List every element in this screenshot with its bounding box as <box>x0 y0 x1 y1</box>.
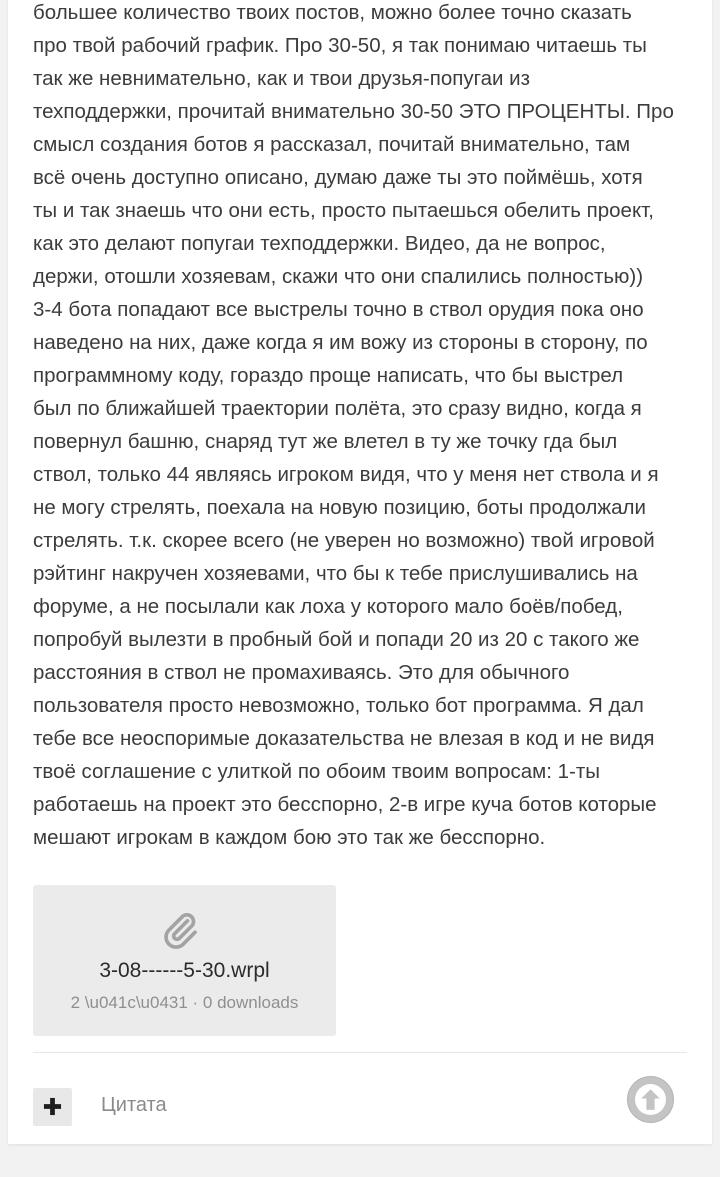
post-line: тебе все неоспоримые доказательства не влезая в код и не видя <box>33 727 655 750</box>
post-line: рэйтинг накручен хозяевами, что бы к тебе прислушивались на <box>33 562 638 585</box>
post-line: так же невнимательно, как и твои друзья-попугаи из <box>33 67 530 90</box>
attachment-meta: 2 \u041c\u0431 · 0 downloads <box>70 993 299 1012</box>
post-line: большее количество твоих постов, можно более точно сказать <box>33 1 632 24</box>
post-line: как это делают попугаи техподдержки. Видео, да не вопрос, <box>33 232 606 255</box>
post-card <box>8 0 712 1144</box>
post-line: не могу стрелять, поехала на новую позицию, боты продолжали <box>33 496 646 519</box>
post-body <box>33 0 693 854</box>
quote-button[interactable]: Цитата <box>101 1094 167 1116</box>
post-line: попробуй вылезти в пробный бой и попади 20 из 20 с такого же <box>33 628 640 651</box>
attachment-card[interactable] <box>33 885 336 1036</box>
arrow-up-icon <box>634 1083 667 1116</box>
post-line: техподдержки, прочитай внимательно 30-50 ЭТО ПРОЦЕНТЫ. Про <box>33 100 674 123</box>
post-line: мешают игрокам в каждом бою это так же бесспорно. <box>33 826 546 849</box>
post-line: ты и так знаешь что они есть, просто пытаешься обелить проект, <box>33 199 654 222</box>
post-line: форуме, а не посылали как лоха у которого мало боёв/побед, <box>33 595 623 618</box>
post-line: 3-4 бота попадают все выстрелы точно в ствол орудия пока оно <box>33 298 644 321</box>
attachment-file-name[interactable]: 3-08------5-30.wrpl <box>99 959 270 982</box>
post-line: про твой рабочий график. Про 30-50, я так понимаю читаешь ты <box>33 34 647 57</box>
post-line: повернул башню, снаряд тут же влетел в ту же точку гда был <box>33 430 618 453</box>
post-line: работаешь на проект это бесспорно, 2-в игре куча ботов которые <box>33 793 657 816</box>
plus-icon <box>43 1097 62 1116</box>
post-line: программному коду, гораздо проще написать, что бы выстрел <box>33 364 624 387</box>
post-line: пользователя просто невозможно, только бот программа. Я дал <box>33 694 644 717</box>
post-line: стрелять. т.к. скорее всего (не уверен но возможно) твой игровой <box>33 529 655 552</box>
paperclip-icon <box>160 910 200 950</box>
post-line: был по ближайшей траектории полёта, это сразу видно, когда я <box>33 397 642 420</box>
scroll-to-top-button[interactable] <box>627 1076 674 1123</box>
divider <box>33 1052 687 1053</box>
post-line: твоё соглашение с улиткой по обоим твоим вопросам: 1-ты <box>33 760 600 783</box>
add-button[interactable] <box>33 1088 72 1126</box>
post-line: наведено на них, даже когда я им вожу из стороны в сторону, по <box>33 331 648 354</box>
post-line: ствол, только 44 являясь игроком видя, что у меня нет ствола и я <box>33 463 659 486</box>
post-line: держи, отошли хозяевам, скажи что они спалились полностью)) <box>33 265 644 288</box>
post-line: смысл создания ботов я рассказал, почитай внимательно, там <box>33 133 631 156</box>
post-line: всё очень доступно описано, думаю даже ты это поймёшь, хотя <box>33 166 643 189</box>
post-line: расстояния в ствол не промахиваясь. Это для обычного <box>33 661 570 684</box>
